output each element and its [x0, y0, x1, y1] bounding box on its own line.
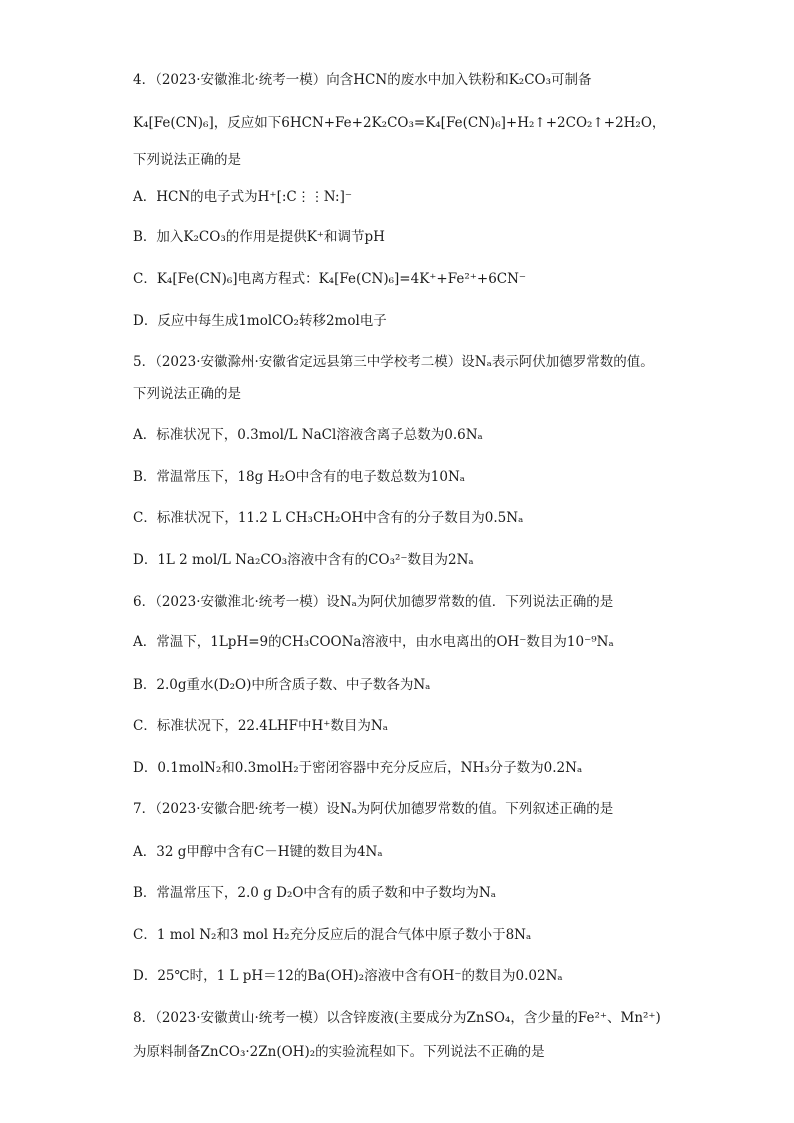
question-4-option-c: C．K₄[Fe(CN)₆]电离方程式：K₄[Fe(CN)₆]=4K⁺+Fe²⁺+6CN⁻: [133, 271, 527, 287]
question-6-option-b: B．2.0g重水(D₂O)中所含质子数、中子数各为Nₐ: [133, 677, 431, 693]
question-4-prompt: 下列说法正确的是: [133, 152, 241, 168]
question-4-option-a: A．HCN的电子式为H⁺[:C⋮⋮N:]⁻: [133, 189, 352, 205]
question-5-header: 5．（2023·安徽滁州·安徽省定远县第三中学校考二模）设Nₐ表示阿伏加德罗常数的值。: [133, 354, 654, 370]
question-7-option-b: B．常温常压下，2.0 g D₂O中含有的质子数和中子数均为Nₐ: [133, 885, 496, 901]
question-6-option-c: C．标准状况下，22.4LHF中H⁺数目为Nₐ: [133, 718, 388, 734]
question-4-option-b: B．加入K₂CO₃的作用是提供K⁺和调节pH: [133, 229, 385, 245]
question-8-prompt: 为原料制备ZnCO₃·2Zn(OH)₂的实验流程如下。下列说法不正确的是: [133, 1044, 545, 1060]
question-7-option-a: A．32 g甲醇中含有C－H键的数目为4Nₐ: [133, 844, 383, 860]
question-6-option-a: A．常温下，1LpH=9的CH₃COONa溶液中，由水电离出的OH⁻数目为10⁻⁹Nₐ: [133, 634, 614, 650]
question-5-option-d: D．1L 2 mol/L Na₂CO₃溶液中含有的CO₃²⁻数目为2Nₐ: [133, 552, 474, 568]
question-5-prompt: 下列说法正确的是: [133, 386, 241, 402]
question-7-option-d: D．25℃时，1 L pH＝12的Ba(OH)₂溶液中含有OH⁻的数目为0.02Nₐ: [133, 968, 563, 984]
question-6-option-d: D．0.1molN₂和0.3molH₂于密闭容器中充分反应后，NH₃分子数为0.2Nₐ: [133, 760, 583, 776]
question-4-option-d: D．反应中每生成1molCO₂转移2mol电子: [133, 313, 387, 329]
question-4-header: 4．（2023·安徽淮北·统考一模）向含HCN的废水中加入铁粉和K₂CO₃可制备: [133, 72, 592, 88]
question-5-option-a: A．标准状况下，0.3mol/L NaCl溶液含离子总数为0.6Nₐ: [133, 427, 483, 443]
question-6-header: 6．（2023·安徽淮北·统考一模）设Nₐ为阿伏加德罗常数的值．下列说法正确的是: [133, 594, 614, 610]
question-8-header: 8．（2023·安徽黄山·统考一模）以含锌废液(主要成分为ZnSO₄，含少量的Fe²⁺、Mn²⁺): [133, 1010, 661, 1026]
question-7-option-c: C．1 mol N₂和3 mol H₂充分反应后的混合气体中原子数小于8Nₐ: [133, 927, 532, 943]
question-7-header: 7．（2023·安徽合肥·统考一模）设Nₐ为阿伏加德罗常数的值。下列叙述正确的是: [133, 801, 614, 817]
question-5-option-b: B．常温常压下，18g H₂O中含有的电子数总数为10Nₐ: [133, 469, 465, 485]
question-4-equation: K₄[Fe(CN)₆]，反应如下6HCN+Fe+2K₂CO₃=K₄[Fe(CN)₆]+H₂↑+2CO₂↑+2H₂O，: [133, 115, 666, 131]
question-5-option-c: C．标准状况下，11.2 L CH₃CH₂OH中含有的分子数目为0.5Nₐ: [133, 510, 524, 526]
